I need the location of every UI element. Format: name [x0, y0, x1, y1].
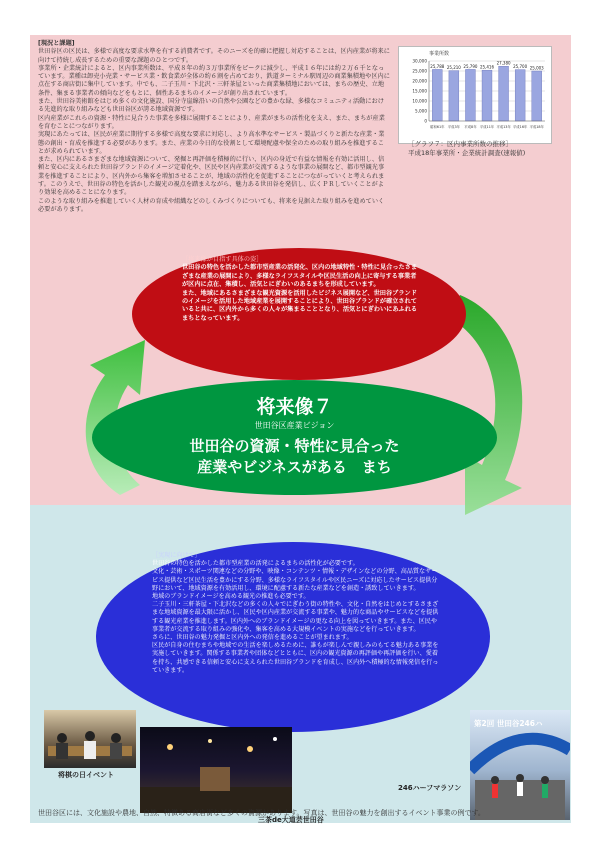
vision-subtitle: 世田谷区産業ビジョン	[254, 421, 335, 430]
realization-ellipse	[96, 542, 490, 732]
chart-y-tick: 10,000	[412, 98, 427, 104]
realization-paragraph: さらに、世田谷の魅力発掘と区内外への発信を進めることが望まれます。	[152, 634, 353, 642]
half-marathon-caption: 246ハーフマラソン	[398, 784, 462, 792]
future-image-paragraph: 世田谷の特色を活かした都市型産業の活発化、区内の地域特性・特性に見合ったさまざまな産業の展開により、多様なライフスタイルや区民生活の向上に寄与する事業者が区内に点在、集積し、活気とにぎわいのあるまちを形成しています。	[182, 264, 418, 289]
realization-label: ［実現に向けて］	[152, 552, 201, 559]
chart-y-tick: 0	[424, 118, 427, 124]
chart-data-label: 25,790	[463, 63, 478, 69]
chart-caption-source: 平成18年事業所・企業統計調査(速報値)	[408, 148, 526, 157]
vision-ellipse	[92, 380, 497, 495]
chart-data-label: 25,210	[446, 65, 461, 71]
chart-caption-title: ［グラフ７：区内事業所数の推移］	[408, 140, 512, 148]
street-performance-caption: 三茶de大道芸世田谷	[258, 816, 324, 824]
chart-data-label: 25,788	[430, 63, 445, 69]
future-image-paragraph: また、地域にあるさまざまな観光資源を活用したビジネス展開など、世田谷ブランドのイメージを活用した地域産業を展開することにより、世田谷ブランドが確立されていると共に、区内外から多くの人々が集まることとなり、活気とにぎわいにあふれるまちとなっています。	[182, 289, 418, 322]
chart-bar	[515, 70, 525, 121]
intro-paragraph: 区内産業がこれらの資源・特性に見合うた事業を多様に展開することにより、産業がまちの活性化を支え、また、まちが産業を育むことにつながります。	[38, 114, 385, 130]
chart-svg	[399, 47, 551, 143]
vision-title: 将来像７	[256, 396, 333, 418]
realization-paragraph: 文化・芸術・スポーツ関連などの分野や、映像・コンテンツ・情報・デザインなどの分野、高品質なサービス提供など区民生活を豊かにする分野、多様なライフスタイルや区民ニーズに対応したサービス提供分野において、地域資源を有効活用し、環境に配慮する新たな産業などを創造・誘致していきます。	[152, 568, 438, 592]
chart-x-tick: 平成8年	[464, 125, 477, 129]
chart-x-tick: 平成18年	[529, 125, 544, 129]
chart-bar	[482, 70, 492, 121]
chart-y-tick: 25,000	[412, 68, 427, 74]
shogi-photo-figures	[44, 710, 136, 768]
shogi-event-caption: 将棋の日イベント	[58, 771, 114, 779]
realization-paragraph: 区民が自身の住むまちや地域での生活を楽しめるために、誰もが楽しんで親しみのもてる魅力ある事業を実施していきます。関係する事業者や団体などとともに、区内の観光資源の再評価や再評価を行い、愛着を持ち、共感できる信頼と安心に支えられた世田谷ブランドを育成し、区内外へ積極的な情報発信を行っていきます。	[152, 642, 439, 674]
intro-paragraph: 事業所・企業統計によると、区内事業所数は、平成８年の約３万事業所をピークに減少し、平成１６年には約２万６千となっています。業種は卸売小売業・サービス業・飲食業が全体の約６割を占めており、鉄道ターミナル駅周辺の商業集積地や区内に点在する商店街に集中しています。中でも、二子玉川・下北沢・三軒茶屋といった商業集積地においては、まちの歴史、立地条件、集まる事業者の傾向などをもとに、個性あるまちのイメージが創り出されています。	[38, 64, 390, 97]
chart-data-label: 25,416	[480, 64, 494, 70]
chart-title: 事業所数	[429, 51, 450, 57]
chart-x-tick: 昭和61年	[430, 125, 445, 129]
intro-paragraph: 実現にあたっては、区民が産業に期待する多様で高度な要求に対応し、より高水準なサービス・製品づくりと新たな産業・業態の創出・育成を推進する必要があります。また、産業の今日的な役割として環境配慮や保全のための取り組みを推進することが求められています。	[38, 131, 385, 155]
future-image-ellipse	[132, 248, 466, 380]
footer-note: 世田谷区には、文化施設や農地、自然、特徴ある商店街など多くの資源があります。写真は、世田谷の魅力を創出するイベント事業の例です。	[38, 809, 485, 817]
current-issues-text	[38, 40, 390, 214]
chart-bar	[499, 66, 509, 121]
chart-y-tick: 15,000	[412, 88, 427, 94]
chart-x-tick: 平成11年	[479, 125, 495, 129]
future-image-label: ［将来像が目指す具体の姿］	[182, 256, 263, 263]
half-marathon-photo	[470, 710, 570, 820]
marathon-banner-text: 第2回 世田谷246ハ	[474, 719, 543, 728]
chart-data-label: 25,003	[529, 65, 544, 71]
chart-data-label: 27,380	[496, 60, 511, 66]
chart-y-tick: 20,000	[412, 78, 427, 84]
vision-line-1: 世田谷の資源・特性に見合った	[189, 437, 400, 455]
chart-bar	[465, 69, 475, 121]
chart-y-tick: 5,000	[415, 108, 427, 114]
establishments-chart	[398, 46, 552, 144]
chart-x-tick: 平成3年	[447, 125, 461, 129]
realization-paragraph: 世田谷の特色を活かした都市型産業の活発によるまちの活性化が必要です。	[152, 560, 359, 568]
current-issues-heading: [現況と課題]	[38, 40, 75, 47]
intro-paragraph: また、世田谷美術館をはじめ多くの文化施設、国分寺崖線沿いの自然や公園などの豊かな緑、多様なコミュニティ活動における先進的な取り組みなども世田谷区が誇る地域資源です。	[38, 98, 384, 114]
realization-paragraph: 地域のブランドイメージを高める観光の推進も必要です。	[152, 593, 310, 601]
street-photo-lights	[140, 727, 292, 813]
chart-data-label: 25,700	[513, 64, 528, 70]
chart-x-tick: 平成16年	[512, 125, 528, 129]
chart-caption	[408, 140, 558, 157]
vision-line-2: 産業やビジネスがある まち	[197, 458, 392, 476]
intro-paragraph: また、区内にあるさまざまな地域資源について、発掘と再評価を積極的に行い、区内の身近で有益な情報を有効に活用し、信頼と安心に支えられた世田谷ブランドのイメージ定着化や、区民や区内産業が交流するような事業の展開など、都市型観光事業を推進することにより、区内外から集客を増加させることが、地域の活性化を促進することにつながっていくと考えられます。このうえで、世田谷の特色を活かした観光の視点を踏まえながら、魅力ある世田谷を発信し、広くＰＲしていくことがより効果を高めることになります。	[38, 156, 385, 197]
chart-bar	[432, 69, 442, 121]
vision-statement	[92, 436, 497, 478]
chart-x-tick: 平成13年	[496, 125, 511, 129]
intro-paragraph: 世田谷区の区民は、多様で高度な要求水準を有する消費者です。そのニーズを的確に把握し対応することは、区内産業が将来に向けて持続し成長するための重要な課題のひとつです。	[38, 48, 390, 64]
chart-y-tick: 30,000	[412, 58, 427, 64]
shogi-event-photo	[44, 710, 136, 768]
realization-paragraph: 二子玉川・三軒茶屋・下北沢などの多くの人々でにぎわう街の特性や、文化・自然をはじめとするさまざまな地域資源を最大限に活かし、区民や区内産業が交流する事業や、魅力的な商品やサービスなどを提供する観光産業を推進します。区内外へのブランドイメージの更なる向上を図っていきます。また、区民や事業者が交流する取り組みの強化や、集客を高める大規模イベントの実施などを行っていきます。	[152, 601, 439, 633]
chart-bar	[532, 71, 542, 121]
intro-paragraph: このような取り組みを推進していく人材の育成や組織などのしくみづくりについても、将来を見据えた取り組みを進めていく必要があります。	[38, 197, 385, 213]
chart-bar	[449, 71, 459, 121]
street-performance-photo	[140, 727, 292, 813]
